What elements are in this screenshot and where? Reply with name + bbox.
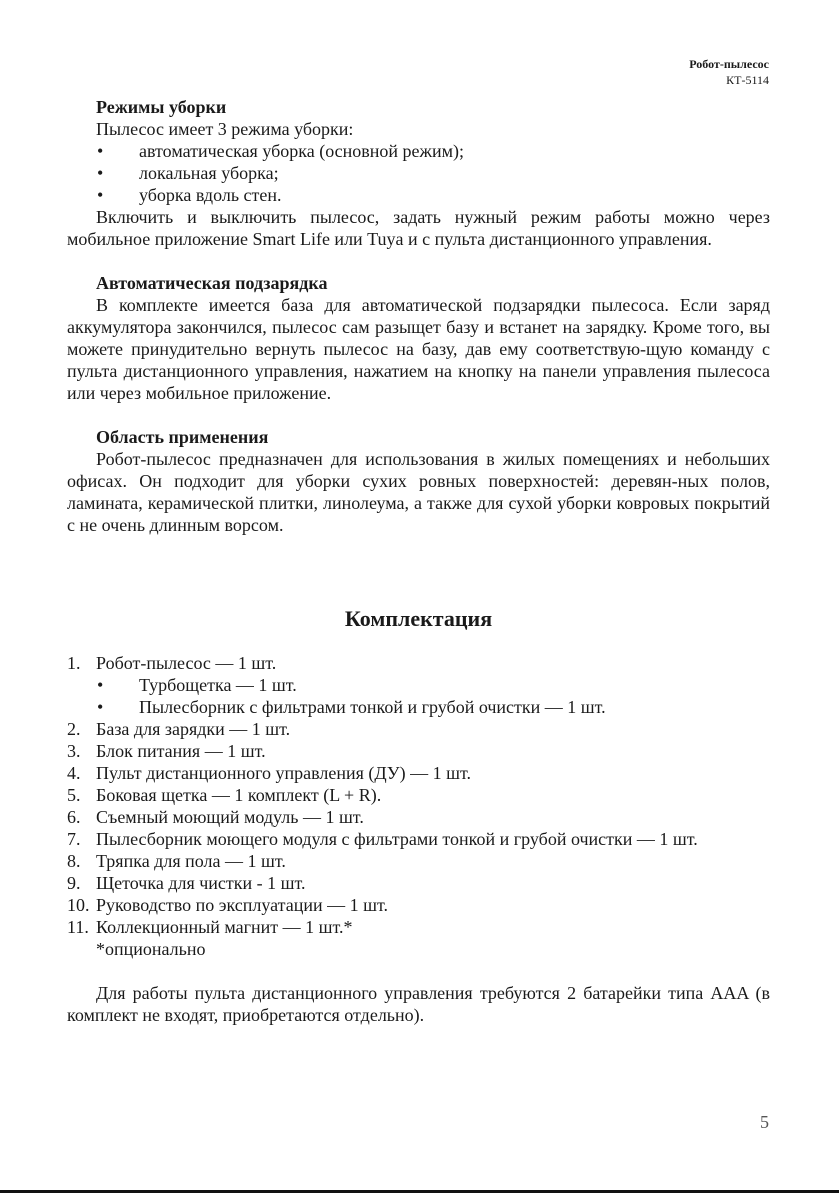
- section-title-kit: Комплектация: [344, 606, 493, 631]
- list-item: 5. Боковая щетка — 1 комплект (L + R).: [67, 785, 382, 805]
- optional-note: *опционально: [96, 939, 206, 959]
- section-title-modes: Режимы уборки: [96, 97, 227, 117]
- list-item: • Турбощетка — 1 шт.: [97, 675, 297, 695]
- list-item: 1. Робот-пылесос — 1 шт.: [67, 653, 277, 673]
- modes-intro: Пылесос имеет 3 режима уборки:: [96, 119, 354, 139]
- list-item: 8. Тряпка для пола — 1 шт.: [67, 851, 286, 871]
- usage-text: Робот-пылесос предназначен для использования в жилых помещениях и небольших офисах. Он подходит для уборки сухих ровных поверхностей: деревян-ных полов, ламината, керамической плитки, линолеума, а также для сухой уборки ковровых покрытий с не очень длинным ворсом.: [67, 449, 770, 535]
- list-item: 6. Съемный моющий модуль — 1 шт.: [67, 807, 364, 827]
- battery-text: Для работы пульта дистанционного управления требуются 2 батарейки типа AAA (в комплект не входят, приобретаются отдельно).: [67, 983, 770, 1025]
- list-item: 3. Блок питания — 1 шт.: [67, 741, 266, 761]
- list-item: 4. Пульт дистанционного управления (ДУ) — 1 шт.: [67, 763, 472, 783]
- list-item: 11. Коллекционный магнит — 1 шт.*: [67, 917, 353, 937]
- list-item: • автоматическая уборка (основной режим);: [97, 141, 464, 161]
- list-item: 2. База для зарядки — 1 шт.: [67, 719, 291, 739]
- modes-text: Включить и выключить пылесос, задать нужный режим работы можно через мобильное приложение Smart Life или Tuya и с пульта дистанционного управления.: [67, 207, 770, 249]
- bullet-icon: •: [97, 185, 104, 205]
- list-item: • Пылесборник с фильтрами тонкой и грубой очистки — 1 шт.: [97, 697, 606, 717]
- bullet-icon: •: [97, 141, 104, 161]
- header-model: КТ-5114: [726, 73, 769, 87]
- header-title: Робот-пылесос: [689, 57, 769, 71]
- page-content: [67, 96, 770, 1026]
- bullet-icon: •: [97, 163, 104, 183]
- charging-text: В комплекте имеется база для автоматической подзарядки пылесоса. Если заряд аккумулятора закончился, пылесос сам разыщет базу и встанет на зарядку. Кроме того, вы можете принудительно вернуть пылесос на базу, дав ему соответствую-щую команду с пульта дистанционного управления, нажатием на кнопку на панели управления пылесоса или через мобильное приложение.: [67, 295, 770, 403]
- running-header: [689, 56, 769, 88]
- list-item: 10. Руководство по эксплуатации — 1 шт.: [67, 895, 388, 915]
- list-item: • локальная уборка;: [97, 163, 279, 183]
- section-title-usage: Область применения: [96, 427, 269, 447]
- list-item: 7. Пылесборник моющего модуля с фильтрами тонкой и грубой очистки — 1 шт.: [67, 829, 698, 849]
- bullet-icon: •: [97, 697, 104, 717]
- list-item: 9. Щеточка для чистки - 1 шт.: [67, 873, 306, 893]
- bullet-icon: •: [97, 675, 104, 695]
- page-number: 5: [760, 1112, 769, 1132]
- section-title-charging: Автоматическая подзарядка: [96, 273, 328, 293]
- list-item: • уборка вдоль стен.: [97, 185, 282, 205]
